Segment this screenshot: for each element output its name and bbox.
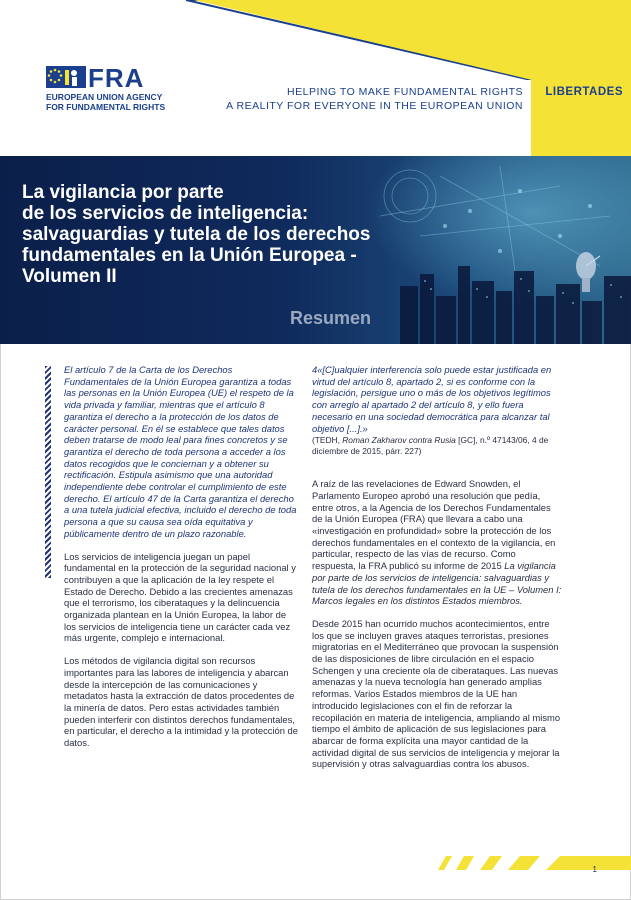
page-header — [0, 0, 631, 156]
section-label: LIBERTADES — [545, 86, 623, 98]
paragraph-text: A raíz de las revelaciones de Edward Snowden, el Parlamento Europeo aprobó una resolución que pedía, entre otros, a la Agencia de los Derechos Fundamentales de la Unión Europea (FRA) que llevara a cabo una «investigación en profundidad» sobre la protección de los derechos fundamentales en el contexto de la vigilancia, en particular, respecto de las vías de recurso. Como respuesta, la FRA publicó su informe de 2015 — [312, 478, 556, 572]
citation-prefix: (TEDH, — [312, 435, 343, 446]
body-paragraph: Desde 2015 han ocurrido muchos acontecimientos, entre los que se incluyen graves ataques terroristas, presiones migratorias en el Mediterráneo que provocan la suspensión de las disposiciones de libre circulación en el espacio Schengen y una creciente ola de ciberataques. Las nuevas amenazas y la nueva tecnología han generado amplias reformas. Varios Estados miembros de la UE han introducido legislaciones con el fin de reforzar la recopilación en materia de inteligencia, ampliando al mismo tiempo el ámbito de aplicación de sus legislaciones para abarcar de forma explícita una mayor cantidad de la actividad digital de sus servicios de inteligencia y mejorar la supervisión y otras salvaguardias contra los abusos. — [312, 617, 561, 770]
page-number: 1 — [592, 865, 597, 874]
citation-case-name: Roman Zakharov contra Rusia — [342, 435, 456, 446]
tagline — [226, 85, 523, 113]
fra-logo — [46, 63, 196, 112]
logo-org-line-2: FOR FUNDAMENTAL RIGHTS — [46, 102, 166, 112]
tagline-line-1: HELPING TO MAKE FUNDAMENTAL RIGHTS — [287, 86, 523, 98]
report-title-reference: La vigilancia por parte de los servicios de inteligencia: salvaguardias y tutela de los derechos fundamentales en la UE – Volumen I: Marcos legales en los distintos Estados miembros. — [312, 560, 562, 607]
eu-flag-icon — [46, 66, 86, 88]
intro-hatched-bar — [45, 366, 51, 578]
body-paragraph: Los servicios de inteligencia juegan un papel fundamental en la protección de la seguridad nacional y contribuyen a que la aplicación de la ley respete el Estado de Derecho. Debido a las crecientes amenazas que el terrorismo, los ciberataques y la delincuencia organizada plantean en la Unión Europea, la labor de los servicios de inteligencia tiene un carácter cada vez más urgente, complejo e internacional. — [64, 550, 296, 644]
title-line: La vigilancia por parte — [22, 182, 224, 203]
logo-org-line-1: EUROPEAN UNION AGENCY — [46, 92, 163, 102]
yellow-corner-block — [531, 0, 631, 156]
intro-paragraph: El artículo 7 de la Carta de los Derechos Fundamentales de la Unión Europea garantiza a todas las personas en la Unión Europea (UE) el respeto de la vida privada y familiar, mientras que el artículo 8 garantiza el derecho a la protección de los datos de carácter personal. En él se establece que tales datos deben tratarse de modo leal para fines concretos y se garantiza el derecho de toda persona a acceder a los datos recogidos que le conciernan y a obtener su rectificación. Estipula asimismo que una autoridad independiente debe controlar el cumplimiento de este derecho. El artículo 47 de la Carta garantiza el derecho a una tutela judicial efectiva, incluido el derecho de toda persona a que su causa sea oída equitativa y públicamente dentro de un plazo razonable. — [64, 364, 297, 539]
title-banner — [0, 156, 631, 344]
document-title — [22, 182, 402, 287]
title-line: de los servicios de inteligencia: — [22, 203, 309, 224]
summary-label: Resumen — [290, 308, 372, 328]
right-column — [312, 364, 562, 781]
title-line: fundamentales en la Unión Europea - — [22, 245, 357, 266]
tagline-line-2: A REALITY FOR EVERYONE IN THE EUROPEAN UNION — [226, 100, 523, 112]
quote-citation — [312, 435, 562, 456]
left-column — [64, 364, 298, 760]
body-paragraph — [312, 478, 562, 607]
title-line: Volumen II — [22, 266, 117, 287]
header-fold-shape — [186, 0, 531, 80]
court-quote: 4«[C]ualquier interferencia solo puede estar justificada en virtud del artículo 8, apartado 2, si es conforme con la legislación, persigue uno o más de los objetivos legítimos con arreglo al apartado 2 del artículo 8, y ello fuera necesario en una sociedad democrática para alcanzar tal objetivo [...].» — [312, 364, 552, 434]
title-line: salvaguardias y tutela de los derechos — [22, 224, 371, 245]
logo-wordmark: FRA — [88, 63, 145, 93]
body-paragraph: Los métodos de vigilancia digital son recursos importantes para las labores de inteligencia y abarcan desde la intercepción de las comunicaciones y metadatos hasta la extracción de datos procedentes de la minería de datos. Pero estas actividades también pueden interferir con distintos derechos fundamentales, en particular, el derecho a la intimidad y la protección de datos. — [64, 655, 298, 749]
citation-suffix: [GC], n.º 47143/06, 4 de diciembre de 2015, párr. 227) — [312, 435, 549, 456]
footer-decoration — [0, 856, 631, 870]
